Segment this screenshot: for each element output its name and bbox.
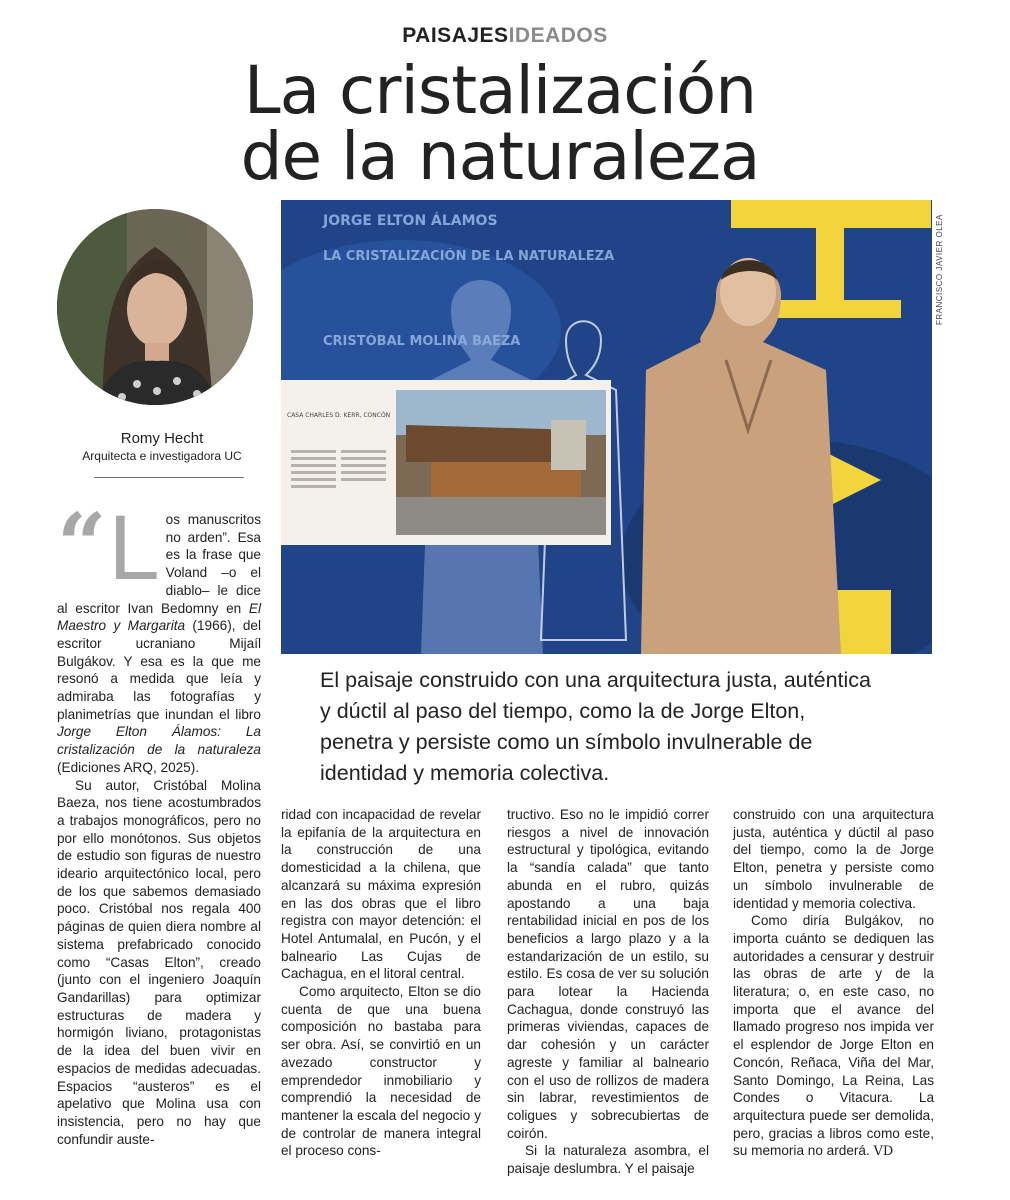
author-name: Romy Hecht: [120, 430, 204, 447]
author-photo: [57, 209, 253, 405]
body-paragraph-7: construido con una arquitectura justa, auténtica y dúctil al paso del tiempo, como la de Jorge Elton, penetra y persiste como un símbolo invulnerable de identidad y memoria colectiva.: [733, 807, 934, 911]
standfirst: El paisaje construido con una arquitectura justa, auténtica y dúctil al paso del tiempo, como la de Jorge Elton, penetra y persiste como un símbolo invulnerable de identidad y memoria colectiva.: [320, 668, 871, 785]
body-column-1: [57, 495, 262, 1148]
body-text: (1966), del escritor ucraniano Mijaíl Bulgákov. Y esa es la que me resonó a medida que leía y admiraba las fotografías y planimetrías que inundan el libro: [57, 618, 262, 722]
headline-line1: La cristalización: [243, 52, 757, 129]
cover-title1: JORGE ELTON ÁLAMOS: [323, 213, 498, 229]
hero-image: [281, 200, 932, 654]
body-text: Como diría Bulgákov, no importa cuánto se dediquen las autoridades a censurar y destruir las obras de arte y de la literatura; o, en este caso, no importa que el avance del llamado progreso nos impida ver el esplendor de Jorge Elton en Concón, Reñaca, Viña del Mar, Santo Domingo, La Reina, Las Condes o Vitacura. La arquitectura puede ser demolida, pero, gracias a libros como este, su memoria no arderá.: [733, 913, 934, 1159]
body-paragraph-6: Si la naturaleza asombra, el paisaje deslumbra. Y el paisaje: [507, 1143, 709, 1177]
hero-collage: [281, 200, 932, 654]
cover-author: CRISTÓBAL MOLINA BAEZA: [323, 334, 521, 349]
body-paragraph-5: tructivo. Eso no le impidió correr riesgos a nivel de innovación estructural y tipológica, evitando la “sandía calada” que tanto abunda en el rubro, quizás apostando a una baja rentabilidad inicial en pos de los beneficios a largo plazo y a la estandarización de un estilo, su estilo. Es cosa de ver su solución para lotear la Hacienda Cachagua, donde construyó las primeras viviendas, capaces de dar cohesión y un carácter agreste y familiar al balneario con el uso de rollizos de madera sin labrar, revestimientos de coligues y sobrecubiertas de coirón.: [507, 807, 709, 1141]
book-title-reference: El Maestro y Margarita: [57, 600, 261, 634]
body-column-2: [281, 806, 481, 1160]
drop-cap: L: [108, 497, 160, 599]
body-column-4: [733, 806, 934, 1161]
open-quote-mark: “: [57, 495, 107, 596]
sign-off: VD: [873, 1144, 894, 1160]
body-text: (Ediciones ARQ, 2025).: [57, 759, 200, 775]
body-column-3: [507, 806, 709, 1178]
photo-credit: FRANCISCO JAVIER OLEA: [935, 214, 944, 325]
section-tag-part2: IDEADOS: [508, 24, 608, 47]
author-portrait-illustration: [57, 209, 253, 405]
headline: [0, 52, 1000, 195]
book-spread-label: CASA CHARLES D. KERR, CONCÓN: [287, 412, 391, 419]
book-title-reference: Jorge Elton Álamos: La cristalización de la naturaleza: [57, 724, 261, 758]
body-paragraph-3: ridad con incapacidad de revelar la epifanía de la arquitectura en la construcción de una domesticidad a la chilena, que alcanzará su máxima expresión en las dos obras que el libro registra con mayor detención: el Hotel Antumalal, en Pucón, y el balneario Las Cujas de Cachagua, en el litoral central.: [281, 807, 481, 982]
section-tag: [0, 24, 1010, 48]
author-role: Arquitecta e investigadora UC: [82, 449, 242, 463]
body-paragraph-8: [733, 912, 934, 1161]
cover-title2: LA CRISTALIZACIÓN DE LA NATURALEZA: [323, 249, 615, 264]
body-text: os manuscritos no arden”. Esa es la frase que Voland –o el diablo– le dice al escritor Ivan Bedomny en: [57, 512, 261, 616]
body-paragraph-4: Como arquitecto, Elton se dio cuenta de que una buena composición no bastaba para ser obra. Así, se convirtió en un avezado constructor y emprendedor inmobiliario y comprendió la necesidad de mantener la escala del negocio y de controlar de manera integral el proceso cons-: [281, 984, 481, 1159]
headline-line2: de la naturaleza: [240, 118, 760, 195]
body-paragraph-2: Su autor, Cristóbal Molina Baeza, nos tiene acostumbrados a trabajos monográficos, pero no por ello monótonos. Sus objetos de estudio son figuras de nuestro ideario arquitectónico local, pero de los que sabemos demasiado poco. Cristóbal nos regala 400 páginas de quien diera nombre al sistema prefabricado conocido como “Casas Elton”, creado (junto con el ingeniero Joaquín Gandarillas) para optimizar estructuras de madera y hormigón liviano, protagonistas de la idea del buen vivir en espacios de medidas adecuadas. Espacios “austeros” es el apelativo que Molina usa con insistencia, pero no hay que confundir auste-: [57, 777, 261, 1147]
author-divider: [94, 477, 244, 478]
body-paragraph-1: [57, 495, 262, 777]
section-tag-part1: PAISAJES: [402, 24, 509, 47]
